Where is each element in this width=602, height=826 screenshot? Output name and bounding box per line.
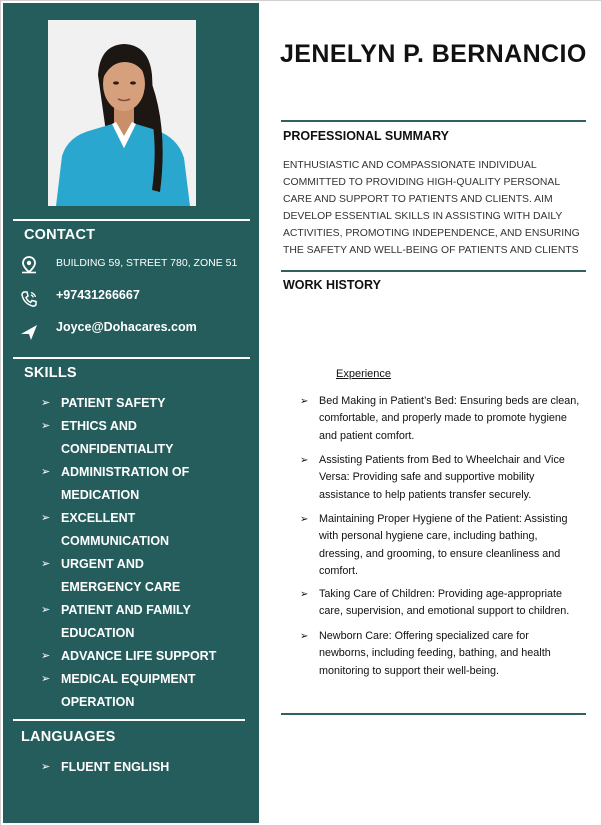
arrow-bullet-icon: ➢ [41,397,51,409]
skill-label: ADVANCE LIFE SUPPORT [61,649,217,663]
send-icon [19,322,39,342]
profile-photo-illustration [48,20,196,206]
skill-label: MEDICAL EQUIPMENT OPERATION [61,672,196,709]
contact-phone: +97431266667 [56,288,140,302]
skill-label: EXCELLENT COMMUNICATION [61,511,170,548]
work-history-end-divider [281,713,586,715]
skill-label: ETHICS AND CONFIDENTIALITY [61,419,174,456]
language-label: FLUENT ENGLISH [61,760,170,774]
work-history-heading: WORK HISTORY [283,278,381,292]
skill-label: URGENT AND EMERGENCY CARE [61,557,181,594]
arrow-bullet-icon: ➢ [300,631,309,642]
skill-label: PATIENT SAFETY [61,396,166,410]
arrow-bullet-icon: ➢ [300,514,309,525]
arrow-bullet-icon: ➢ [300,589,309,600]
contact-address: BUILDING 59, STREET 780, ZONE 51 [56,257,238,269]
sidebar [3,3,259,823]
summary-divider [281,120,586,122]
arrow-bullet-icon: ➢ [41,466,51,478]
arrow-bullet-icon: ➢ [41,650,51,662]
experience-heading: Experience [336,368,392,380]
summary-text: ENTHUSIASTIC AND COMPASSIONATE INDIVIDUAL COMMITTED TO PROVIDING HIGH-QUALITY PERSONAL CARE AND SUPPORT TO PATIENTS AND CLIENTS. AIM DEVELOP ESSENTIAL SKILLS IN ASSISTING WITH DAILY ACTIVITIES, PROMOTING INDEPENDENCE, AND ENSURING THE SAFETY AND WELL-BEING OF PATIENTS AND CLIENTS [283,160,580,256]
contact-address-row [3,255,259,277]
skills-heading: SKILLS [24,365,77,381]
arrow-bullet-icon: ➢ [41,673,51,685]
arrow-bullet-icon: ➢ [41,761,51,773]
languages-heading: LANGUAGES [21,729,116,745]
skill-label: ADMINISTRATION OF MEDICATION [61,465,190,502]
languages-divider [13,719,245,721]
experience-text: Bed Making in Patient’s Bed: Ensuring beds are clean, comfortable, and properly made to promote hygiene and patient comfort. [319,395,580,442]
experience-text: Maintaining Proper Hygiene of the Patient: Assisting with personal hygiene care, including bathing, dressing, and grooming, to ensure cleanliness and comfort. [319,513,568,577]
arrow-bullet-icon: ➢ [300,455,309,466]
experience-text: Assisting Patients from Bed to Wheelchair and Vice Versa: Providing safe and supportive mobility assistance to help patients transfer securely. [319,454,565,501]
arrow-bullet-icon: ➢ [41,558,51,570]
work-history-divider [281,270,586,272]
contact-phone-row [3,287,259,309]
candidate-name: JENELYN P. BERNANCIO [280,40,587,68]
arrow-bullet-icon: ➢ [41,420,51,432]
skill-label: PATIENT AND FAMILY EDUCATION [61,603,191,640]
phone-icon [19,289,39,309]
contact-heading: CONTACT [24,227,96,243]
summary-heading: PROFESSIONAL SUMMARY [283,129,449,143]
experience-text: Newborn Care: Offering specialized care for newborns, including feeding, bathing, and health monitoring to support their well-being. [319,630,551,677]
arrow-bullet-icon: ➢ [41,512,51,524]
location-pin-icon [19,255,39,275]
skills-divider [13,357,250,359]
experience-text: Taking Care of Children: Providing age-appropriate care, supervision, and emotional support to children. [319,588,570,618]
contact-divider [13,219,250,221]
arrow-bullet-icon: ➢ [300,396,309,407]
contact-email-row [3,319,259,341]
arrow-bullet-icon: ➢ [41,604,51,616]
profile-photo [48,20,196,206]
contact-email[interactable]: Joyce@Dohacares.com [56,320,197,334]
